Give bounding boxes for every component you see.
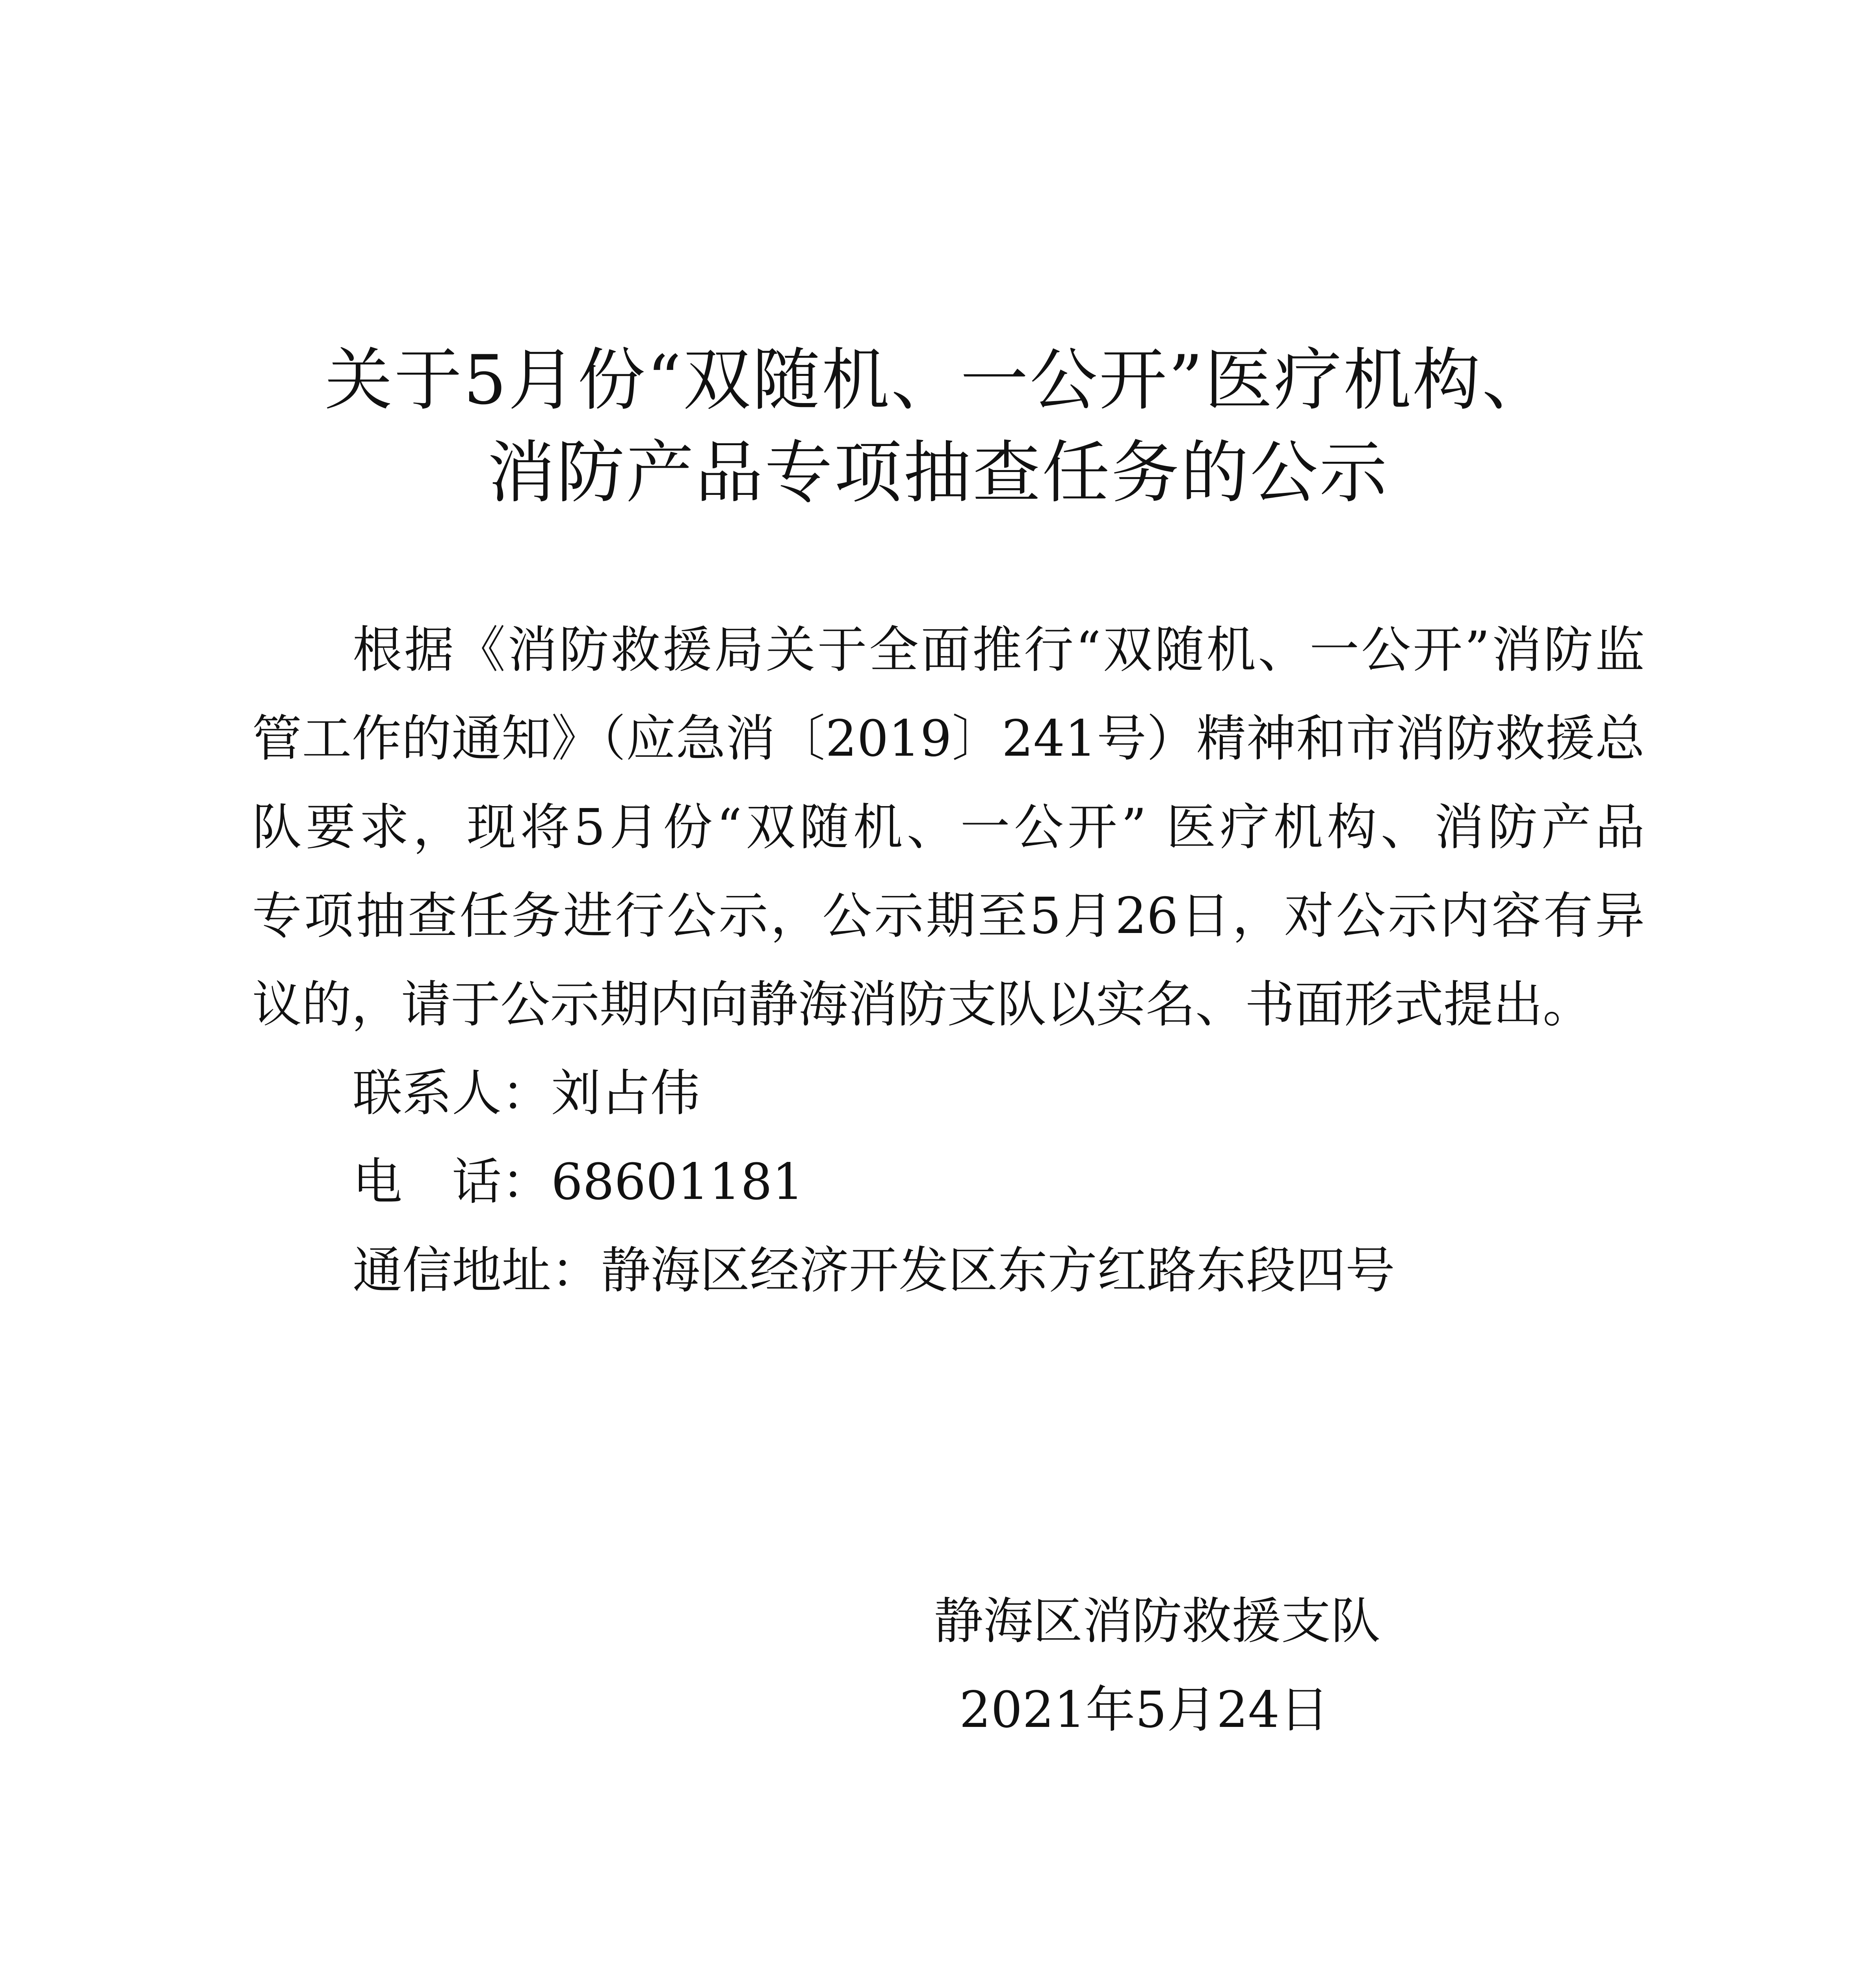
signature-date: 2021年5月24日 bbox=[959, 1681, 1330, 1739]
body-line: 议的，请于公示期内向静海消防支队以实名、书面形式提出。 bbox=[252, 976, 1592, 1033]
body-line: 管工作的通知》（应急消〔2019〕241号）精神和市消防救援总 bbox=[252, 710, 1645, 768]
signature-organization: 静海区消防救援支队 bbox=[934, 1592, 1380, 1650]
body-line: 专项抽查任务进行公示，公示期至5月26日，对公示内容有异 bbox=[252, 887, 1645, 945]
body-line: 根据《消防救援局关于全面推行“双随机、一公开”消防监 bbox=[353, 621, 1645, 679]
contact-person: 联系人：刘占伟 bbox=[353, 1064, 700, 1122]
title-line-1: 关于5月份“双随机、一公开”医疗机构、 bbox=[325, 340, 1551, 420]
body-line: 队要求，现将5月份“双随机、一公开” 医疗机构、消防产品 bbox=[252, 798, 1645, 856]
contact-address: 通信地址：静海区经济开发区东方红路东段四号 bbox=[353, 1241, 1395, 1299]
title-line-2: 消防产品专项抽查任务的公示 bbox=[487, 433, 1389, 512]
contact-phone: 电 话：68601181 bbox=[353, 1153, 804, 1211]
